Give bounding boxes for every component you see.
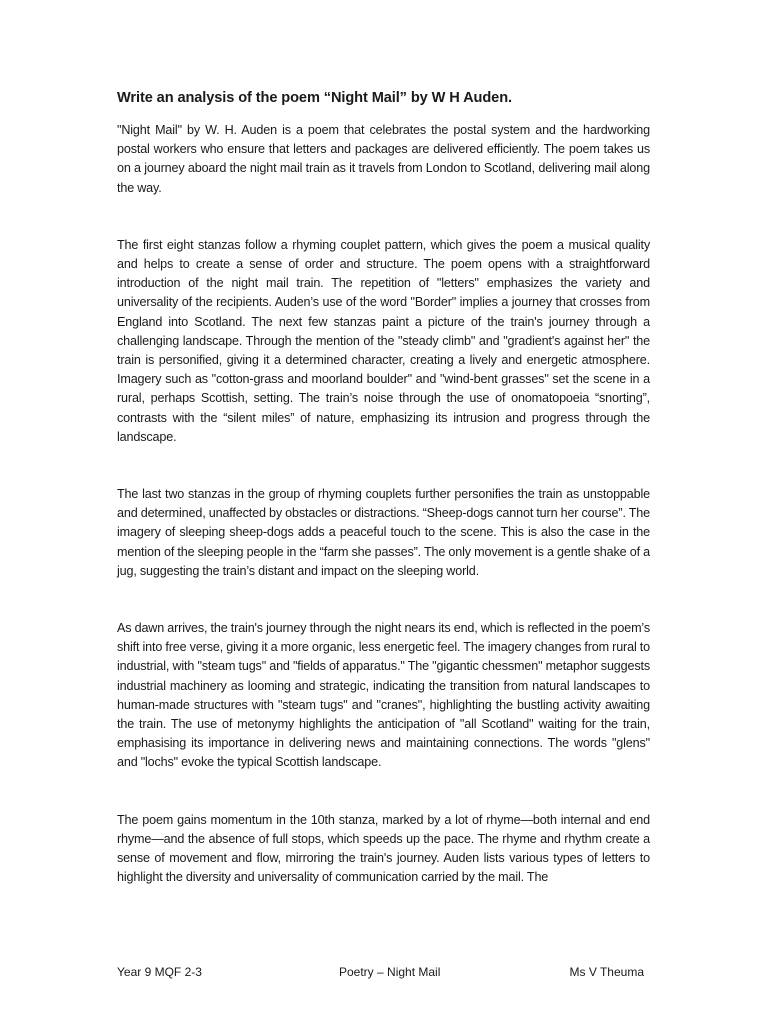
paragraph-spacer (117, 581, 650, 619)
paragraph-dawn: As dawn arrives, the train's journey through the night nears its end, which is reflected in the poem’s shift into free verse, giving it a more organic, less energetic feel. The imagery changes from rural to industrial, with "steam tugs" and "fields of apparatus." The "gigantic chessmen" metaphor suggests industrial machinery as looming and strategic, indicating the transition from natural landscapes to human-made structures with "steam tugs" and "cranes", highlighting the bustling activity awaiting the train. The use of metonymy highlights the anticipation of "all Scotland" waiting for the train, emphasising its importance in delivering news and maintaining connections. The words "glens" and "lochs" evoke the typical Scottish landscape. (117, 621, 650, 770)
page-footer (117, 963, 644, 981)
paragraph-momentum: The poem gains momentum in the 10th stanza, marked by a lot of rhyme—both internal and end rhyme—and the absence of full stops, which speeds up the pace. The rhyme and rhythm create a sense of movement and flow, mirroring the train's journey. Auden lists various types of letters to highlight the diversity and universality of communication carried by the mail. The (117, 812, 650, 885)
document-title: Write an analysis of the poem “Night Mail” by W H Auden. (117, 90, 512, 106)
document-body (117, 89, 650, 888)
footer-class-label: Year 9 MQF 2-3 (117, 965, 202, 979)
paragraph-last-two-stanzas: The last two stanzas in the group of rhyming couplets further personifies the train as unstoppable and determined, unaffected by obstacles or distractions. “Sheep-dogs cannot turn her course”. The imagery of sleeping sheep-dogs adds a peaceful touch to the scene. This is also the case in the mention of the sleeping people in the “farm she passes”. The only movement is a gentle shake of a jug, suggesting the train’s distant and impact on the sleeping world. (117, 487, 650, 578)
paragraph-spacer (117, 773, 650, 811)
paragraph-spacer (117, 198, 650, 236)
paragraph-intro: "Night Mail" by W. H. Auden is a poem that celebrates the postal system and the hardworking postal workers who ensure that letters and packages are delivered efficiently. The poem takes us on a journey aboard the night mail train as it travels from London to Scotland, delivering mail along the way. (117, 123, 650, 195)
paragraph-stanzas-one-to-eight: The first eight stanzas follow a rhyming couplet pattern, which gives the poem a musical quality and helps to create a sense of order and structure. The poem opens with a straightforward introduction of the night mail train. The repetition of "letters" emphasizes the variety and universality of the recipients. Auden’s use of the word "Border" implies a journey that crosses from England into Scotland. The next few stanzas paint a picture of the train's journey through a challenging landscape. Through the mention of the "steady climb" and "gradient's against her" the train is personified, giving it a determined character, creating a lively and energetic atmosphere. Imagery such as "cotton-grass and moorland boulder" and "wind-bent grasses" set the scene in a rural, perhaps Scottish, setting. The train’s noise through the use of onomatopoeia “snorting”, contrasts with the “silent miles” of nature, emphasizing its intrusion and progress through the landscape. (117, 237, 650, 444)
footer-subject-label: Poetry – Night Mail (339, 965, 441, 979)
paragraph-spacer (117, 447, 650, 485)
footer-teacher-label: Ms V Theuma (569, 965, 644, 979)
